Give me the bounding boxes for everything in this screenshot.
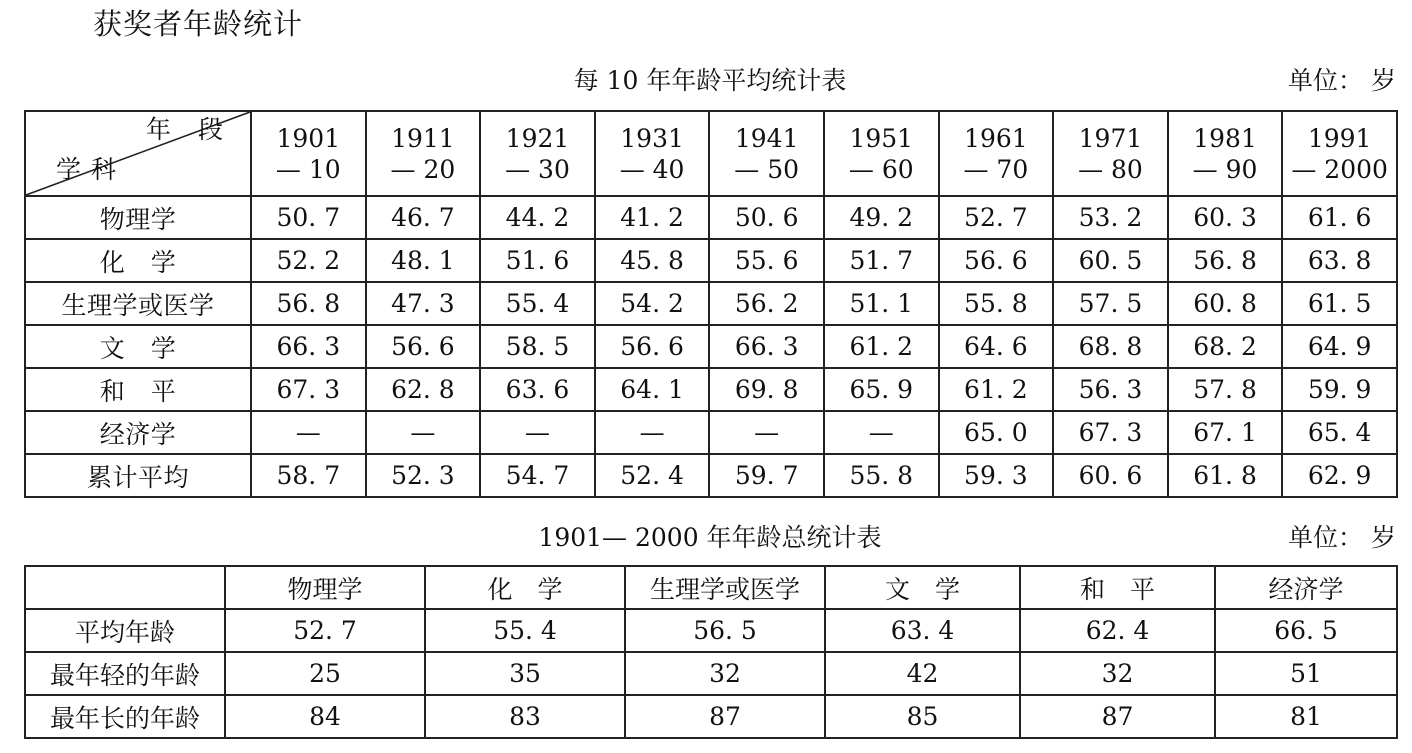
data-cell: 42	[825, 652, 1020, 695]
table-row	[25, 239, 1397, 282]
subject-header-cell: 化 学	[425, 566, 625, 609]
data-cell: —	[480, 411, 595, 454]
row-label-subject: 生理学或医学	[25, 282, 251, 325]
data-cell: 87	[1020, 695, 1215, 738]
table-row	[25, 454, 1397, 497]
data-cell: 32	[1020, 652, 1215, 695]
data-cell: 60. 8	[1168, 282, 1283, 325]
row-label-metric: 最年长的年龄	[25, 695, 225, 738]
data-cell: 62. 8	[366, 368, 481, 411]
overall-summary-table	[24, 565, 1398, 739]
data-cell: 49. 2	[824, 196, 939, 239]
subject-header-cell: 物理学	[225, 566, 425, 609]
period-end: — 60	[848, 154, 914, 184]
data-cell: 56. 6	[366, 325, 481, 368]
period-header-cell	[1168, 111, 1283, 196]
data-cell: 57. 5	[1053, 282, 1168, 325]
period-end: — 90	[1192, 154, 1258, 184]
data-cell: 52. 3	[366, 454, 481, 497]
table-row	[25, 368, 1397, 411]
data-cell: 84	[225, 695, 425, 738]
table-row	[25, 325, 1397, 368]
data-cell: 56. 3	[1053, 368, 1168, 411]
data-cell: 55. 6	[709, 239, 824, 282]
data-cell: 32	[625, 652, 825, 695]
data-cell: 65. 4	[1282, 411, 1397, 454]
data-cell: —	[824, 411, 939, 454]
data-cell: 50. 7	[251, 196, 366, 239]
period-header-cell	[595, 111, 710, 196]
data-cell: 55. 8	[824, 454, 939, 497]
data-cell: 60. 5	[1053, 239, 1168, 282]
period-header-cell	[709, 111, 824, 196]
data-cell: 68. 8	[1053, 325, 1168, 368]
period-start: 1951	[849, 123, 914, 153]
data-cell: 62. 4	[1020, 609, 1215, 652]
period-end: — 20	[390, 154, 456, 184]
data-cell: 64. 6	[939, 325, 1054, 368]
subject-header-cell: 和 平	[1020, 566, 1215, 609]
data-cell: 56. 6	[595, 325, 710, 368]
table-row	[25, 196, 1397, 239]
data-cell: 66. 3	[709, 325, 824, 368]
data-cell: 56. 8	[1168, 239, 1283, 282]
table2-caption-bar	[24, 521, 1396, 555]
period-end: — 50	[734, 154, 800, 184]
period-header-cell	[366, 111, 481, 196]
data-cell: 64. 9	[1282, 325, 1397, 368]
period-start: 1971	[1078, 123, 1143, 153]
table1-caption-bar	[24, 64, 1396, 98]
data-cell: 56. 6	[939, 239, 1054, 282]
period-start: 1911	[391, 123, 455, 153]
data-cell: 85	[825, 695, 1020, 738]
table1-title: 每 10 年年龄平均统计表	[573, 66, 847, 95]
data-cell: 65. 0	[939, 411, 1054, 454]
table-row	[25, 282, 1397, 325]
data-cell: 68. 2	[1168, 325, 1283, 368]
data-cell: 66. 3	[251, 325, 366, 368]
data-cell: —	[595, 411, 710, 454]
data-cell: 41. 2	[595, 196, 710, 239]
subject-header-cell: 文 学	[825, 566, 1020, 609]
data-cell: 58. 5	[480, 325, 595, 368]
data-cell: 60. 3	[1168, 196, 1283, 239]
row-label-subject: 和 平	[25, 368, 251, 411]
data-cell: 61. 2	[939, 368, 1054, 411]
table2-header-row	[25, 566, 1397, 609]
data-cell: 61. 8	[1168, 454, 1283, 497]
row-label-subject: 化 学	[25, 239, 251, 282]
data-cell: 51. 1	[824, 282, 939, 325]
period-header-cell	[1282, 111, 1397, 196]
data-cell: 52. 2	[251, 239, 366, 282]
period-start: 1931	[620, 123, 684, 153]
data-cell: 87	[625, 695, 825, 738]
data-cell: 54. 2	[595, 282, 710, 325]
data-cell: 67. 1	[1168, 411, 1283, 454]
data-cell: —	[709, 411, 824, 454]
data-cell: 51. 7	[824, 239, 939, 282]
data-cell: 81	[1215, 695, 1397, 738]
data-cell: 57. 8	[1168, 368, 1283, 411]
period-header-cell	[824, 111, 939, 196]
row-label-metric: 最年轻的年龄	[25, 652, 225, 695]
data-cell: 59. 9	[1282, 368, 1397, 411]
table2-unit: 单位： 岁	[1288, 523, 1396, 552]
data-cell: 45. 8	[595, 239, 710, 282]
period-start: 1981	[1193, 123, 1257, 153]
table-row	[25, 652, 1397, 695]
table2-title: 1901— 2000 年年龄总统计表	[538, 523, 882, 552]
data-cell: 50. 6	[709, 196, 824, 239]
table-row	[25, 695, 1397, 738]
data-cell: 51	[1215, 652, 1397, 695]
corner-label-subject: 学 科	[56, 155, 117, 184]
data-cell: 63. 6	[480, 368, 595, 411]
data-cell: 59. 7	[709, 454, 824, 497]
data-cell: 55. 4	[425, 609, 625, 652]
data-cell: 56. 2	[709, 282, 824, 325]
data-cell: 63. 8	[1282, 239, 1397, 282]
data-cell: 61. 5	[1282, 282, 1397, 325]
period-end: — 30	[505, 154, 570, 184]
data-cell: 52. 7	[225, 609, 425, 652]
data-cell: 63. 4	[825, 609, 1020, 652]
data-cell: 67. 3	[1053, 411, 1168, 454]
period-header-cell	[1053, 111, 1168, 196]
period-header-cell	[480, 111, 595, 196]
data-cell: 59. 3	[939, 454, 1054, 497]
data-cell: 64. 1	[595, 368, 710, 411]
period-end: — 40	[619, 154, 685, 184]
period-start: 1941	[734, 123, 799, 153]
data-cell: 69. 8	[709, 368, 824, 411]
data-cell: 35	[425, 652, 625, 695]
row-label-subject: 文 学	[25, 325, 251, 368]
row-label-subject: 经济学	[25, 411, 251, 454]
row-label-subject: 累计平均	[25, 454, 251, 497]
table1-corner-cell	[25, 111, 251, 196]
row-label-subject: 物理学	[25, 196, 251, 239]
period-end: — 80	[1078, 154, 1143, 184]
data-cell: 62. 9	[1282, 454, 1397, 497]
data-cell: 52. 7	[939, 196, 1054, 239]
table-row	[25, 411, 1397, 454]
data-cell: —	[251, 411, 366, 454]
data-cell: 52. 4	[595, 454, 710, 497]
subject-header-cell: 经济学	[1215, 566, 1397, 609]
subject-header-cell: 生理学或医学	[625, 566, 825, 609]
table1-header-row	[25, 111, 1397, 196]
data-cell: 47. 3	[366, 282, 481, 325]
data-cell: 58. 7	[251, 454, 366, 497]
data-cell: 46. 7	[366, 196, 481, 239]
period-end: — 2000	[1291, 154, 1388, 184]
data-cell: 83	[425, 695, 625, 738]
data-cell: 55. 8	[939, 282, 1054, 325]
page-title: 获奖者年龄统计	[93, 7, 304, 41]
data-cell: 61. 6	[1282, 196, 1397, 239]
period-start: 1961	[964, 123, 1028, 153]
period-header-cell	[251, 111, 366, 196]
table-row	[25, 609, 1397, 652]
period-header-cell	[939, 111, 1054, 196]
data-cell: 44. 2	[480, 196, 595, 239]
table1-unit: 单位： 岁	[1288, 66, 1396, 95]
data-cell: 55. 4	[480, 282, 595, 325]
period-start: 1901	[276, 123, 341, 153]
data-cell: 48. 1	[366, 239, 481, 282]
period-end: — 70	[963, 154, 1029, 184]
data-cell: —	[366, 411, 481, 454]
data-cell: 67. 3	[251, 368, 366, 411]
data-cell: 56. 5	[625, 609, 825, 652]
data-cell: 54. 7	[480, 454, 595, 497]
row-label-metric: 平均年龄	[25, 609, 225, 652]
data-cell: 53. 2	[1053, 196, 1168, 239]
data-cell: 61. 2	[824, 325, 939, 368]
data-cell: 25	[225, 652, 425, 695]
data-cell: 65. 9	[824, 368, 939, 411]
decade-average-table	[24, 110, 1398, 498]
period-end: — 10	[275, 154, 341, 184]
data-cell: 56. 8	[251, 282, 366, 325]
data-cell: 66. 5	[1215, 609, 1397, 652]
table2-corner-cell	[25, 566, 225, 609]
corner-label-period: 年 段	[145, 115, 224, 144]
data-cell: 60. 6	[1053, 454, 1168, 497]
data-cell: 51. 6	[480, 239, 595, 282]
period-start: 1921	[505, 123, 570, 153]
period-start: 1991	[1307, 123, 1372, 153]
